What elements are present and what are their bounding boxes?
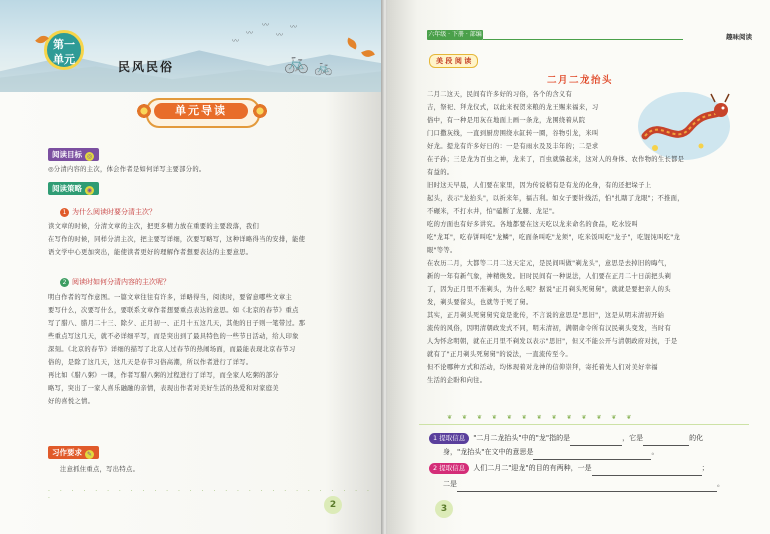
question-2-number: 2 [60, 278, 69, 287]
reading-goal-tag-label: 阅读目标 [52, 150, 82, 159]
question-1-paragraph [48, 220, 350, 259]
text-line: 好龙。提龙有许多好日的：一是有雨水及及丰年的；二是求 [427, 143, 599, 150]
sprout-divider: ❦ ❦ ❦ ❦ ❦ ❦ ❦ ❦ ❦ ❦ ❦ ❦ ❦ [447, 414, 636, 421]
bird-icon: 〰 [276, 31, 283, 39]
text-line: 写了腊八、腊月二十三、除夕、正月初一、正月十五这几天，其他的日子则一笔带过。那 [48, 320, 306, 327]
page-number: 3 [435, 500, 453, 518]
question-1-title: 为什么阅读时要分清主次？ [72, 208, 156, 216]
leaf-icon [361, 48, 375, 59]
question-1-text: 身，"龙抬头"在文中的意思是 [443, 448, 534, 456]
answer-blank[interactable] [457, 479, 717, 492]
text-line: 起头，表示"龙抬头"，以祈来年，福吉利。如女子要针线活，怕"扎瞎了龙眼"；不推面， [427, 195, 684, 202]
text-line: 生活的企盼和向往。 [427, 377, 487, 384]
left-page [0, 0, 383, 534]
writing-requirement-text: 注意抓住重点，写出特点。 [60, 466, 140, 473]
bird-icon: 〰 [232, 37, 239, 45]
text-line: 吃"龙耳"，吃春饼叫吃"龙鳞"，吃面条叫吃"龙须"，吃米饭叫吃"龙子"，吃馄饨叫吃"龙 [427, 234, 681, 241]
text-line: 门口撒灰线，一直到厨房围绕水缸转一圈，谷物引龙，米叫 [427, 130, 599, 137]
text-line: 流传的风俗，因明清朝政发式不同，明末清初，满朝命令所有汉民剃头变发，当时有 [427, 325, 672, 332]
question-2-text: 人们二月二"迎龙"的目的有两种，一是 [473, 464, 592, 472]
answer-blank[interactable] [592, 463, 702, 476]
text-line: 二月二这天，民间有许多好的习俗，各个的含义有 [427, 91, 573, 98]
question-2-title: 阅读时如何分清内容的主次呢？ [72, 278, 170, 286]
question-2-heading [60, 277, 170, 287]
article-title: 二月二龙抬头 [547, 75, 614, 86]
text-line: 俗中，有一种是用灰在地面上画一条龙，龙围绕着从院 [427, 117, 586, 124]
question-1-heading [60, 207, 156, 217]
text-line: 语文学中心更加突出，能使读者更好的理解作者想要表达的主要意思。 [48, 249, 253, 256]
bird-icon: 〰 [246, 29, 253, 37]
text-line: 些重点写这几天，就不必详细平写，而是突出到了最具特色的一些节日活动，给人印象 [48, 333, 299, 340]
question-2-text: 二是 [443, 480, 457, 488]
header-rule [483, 39, 683, 40]
reading-strategy-tag [48, 182, 99, 195]
bird-icon: 〰 [290, 23, 297, 31]
article-paragraph-top [427, 88, 632, 153]
text-line: 就有了"正月剃头死舅舅"的说法，一直流传至今。 [427, 351, 572, 358]
text-line: 再比如《腊八粥》一课，作者写腊八粥的过程进行了详写，而全家人吃粥的部分 [48, 372, 279, 379]
answer-blank[interactable] [570, 433, 622, 446]
unit-guide-title: 单元导读 [154, 103, 248, 119]
flower-icon [136, 103, 152, 119]
question-1-pill: 1 提取信息 [429, 433, 469, 444]
writing-requirement-tag [48, 446, 99, 459]
exercise-question-2 [429, 462, 709, 474]
text-line: 深刻。《北京的春节》详细的描写了北京人过春节的热闹场面，而最能表现北京春节习 [48, 346, 296, 353]
strategy-icon: ◉ [86, 187, 93, 194]
writing-requirement-tag-label: 习作要求 [52, 448, 82, 457]
text-line: 明白作者的写作意图。一篇文章往往有许多，详略得当，阅读时，要留意哪些文章主 [48, 294, 293, 301]
question-1-text: 的化 [689, 434, 704, 442]
text-line: 吃的方面也有好多讲究。各地都要在这天吃以龙来命名的食品，吃水饺叫 [427, 221, 639, 228]
text-line: 在子孙；三是龙为百虫之神，龙来了，百虫就躲起来，这对人的身体、农作物的生长都是 [427, 156, 685, 163]
text-line: 在写作的时候，同样分清主次，把主要写详细，次要写略写，这种详略得当的安排，能使 [48, 236, 306, 243]
question-1-text: ，它是 [622, 434, 644, 442]
question-2-text: 。 [717, 480, 724, 488]
text-line: 眼"等等。 [427, 247, 457, 254]
leaf-icon [345, 37, 359, 49]
question-2-pill: 2 提取信息 [429, 463, 469, 474]
reading-goal-text: ◎分清内容的主次，体会作者是如何详写主要部分的。 [48, 166, 206, 173]
article-paragraph-body [427, 153, 747, 387]
exercise-question-1 [429, 432, 703, 444]
unit-badge-line2: 单元 [53, 53, 75, 66]
answer-blank[interactable] [533, 447, 651, 460]
text-line: 吉，祭祀、拜龙仪式，以此来祝贺来粮的龙王赐来福来，习 [427, 104, 599, 111]
text-line: 发，剃头要留头，也就等于死了舅。 [427, 299, 533, 306]
text-line: 在农历二月，大都等二月二这天定元，是民间叫做"剃龙头"，意思是去掉旧的晦气， [427, 260, 671, 267]
text-line: 要写什么，次要写什么，要联系文章作者想要重点表达的意思。如《北京的春节》重点 [48, 307, 299, 314]
text-line: 有益的。 [427, 169, 454, 176]
exercise-question-2-cont [443, 478, 724, 490]
pencil-icon: ✎ [86, 451, 93, 458]
cyclist-child-icon: 🚲 [314, 58, 333, 76]
text-line: 了，因为正月里不准剃头，为什么呢？据说"正月剃头死舅舅"，就就是要把亲人的头 [427, 286, 671, 293]
cyclist-icon: 🚲 [284, 50, 309, 74]
question-1-number: 1 [60, 208, 69, 217]
text-line: 人为怀念明朝，就在正月里不剃发以表示"思旧"，但又不能公开与清朝政府对抗，于是 [427, 338, 678, 345]
text-line: 不碾米，不打水井，怕"磕断了龙腿、龙足"。 [427, 208, 559, 215]
question-1-text: 。 [651, 448, 659, 456]
text-line: 新的一年有新气象，神精焕发。旧时民间有一种说法，人们要在正月二十日前把头剃 [427, 273, 672, 280]
unit-badge-line1: 第一 [53, 38, 75, 51]
text-line: 俗的，是除了这几天，这几天是春节习俗高潮，所以作者进行了详写。 [48, 359, 253, 366]
reading-section-badge: 美 段 阅 读 [429, 54, 478, 68]
question-2-paragraph [48, 291, 350, 408]
flower-icon [252, 103, 268, 119]
unit-guide-title-frame [146, 98, 260, 128]
answer-blank[interactable] [643, 433, 689, 446]
text-line: 读文章的时候，分清文章的主次，把更多精力放在重要的主要段落，我们 [48, 223, 260, 230]
text-line: 旧时这天早晨，人们要在家里，因为传说稍有是有龙的化身，有的还把垛子上 [427, 182, 652, 189]
chapter-title: 民风民俗 [118, 60, 175, 74]
question-1-text: "二月二龙抬头"中的"龙"指的是 [473, 434, 571, 442]
grade-label: 六年级 · 下册 · 部编 [428, 31, 482, 38]
reading-goal-tag [48, 148, 99, 161]
exercise-question-1-cont [443, 446, 658, 458]
text-line: 其实，正月剃头死舅舅究竟是讹传，不言说的意思是"思旧"，这是从明末清初开始 [427, 312, 665, 319]
text-line: 好的喜悦之情。 [48, 398, 95, 405]
right-page [387, 0, 770, 534]
bird-icon: 〰 [262, 21, 269, 29]
reading-strategy-tag-label: 阅读策略 [52, 184, 82, 193]
text-line: 但不论哪种方式和活动，均体现着对龙神的信仰崇拜，寄托着先人们对美好幸福 [427, 364, 658, 371]
target-icon: ◎ [86, 153, 93, 160]
dotted-divider: · · · · · · · · · · · · · · · · · · · · · · · · · · · · · [48, 488, 373, 502]
section-label: 趣味阅读 [726, 33, 752, 41]
page-number: 2 [324, 496, 342, 514]
unit-badge [44, 30, 84, 70]
text-line: 略写，突出了一家人喜乐融融的亲情，表现出作者对美好生活的热爱和对家庭美 [48, 385, 279, 392]
question-2-text: ； [701, 464, 709, 472]
